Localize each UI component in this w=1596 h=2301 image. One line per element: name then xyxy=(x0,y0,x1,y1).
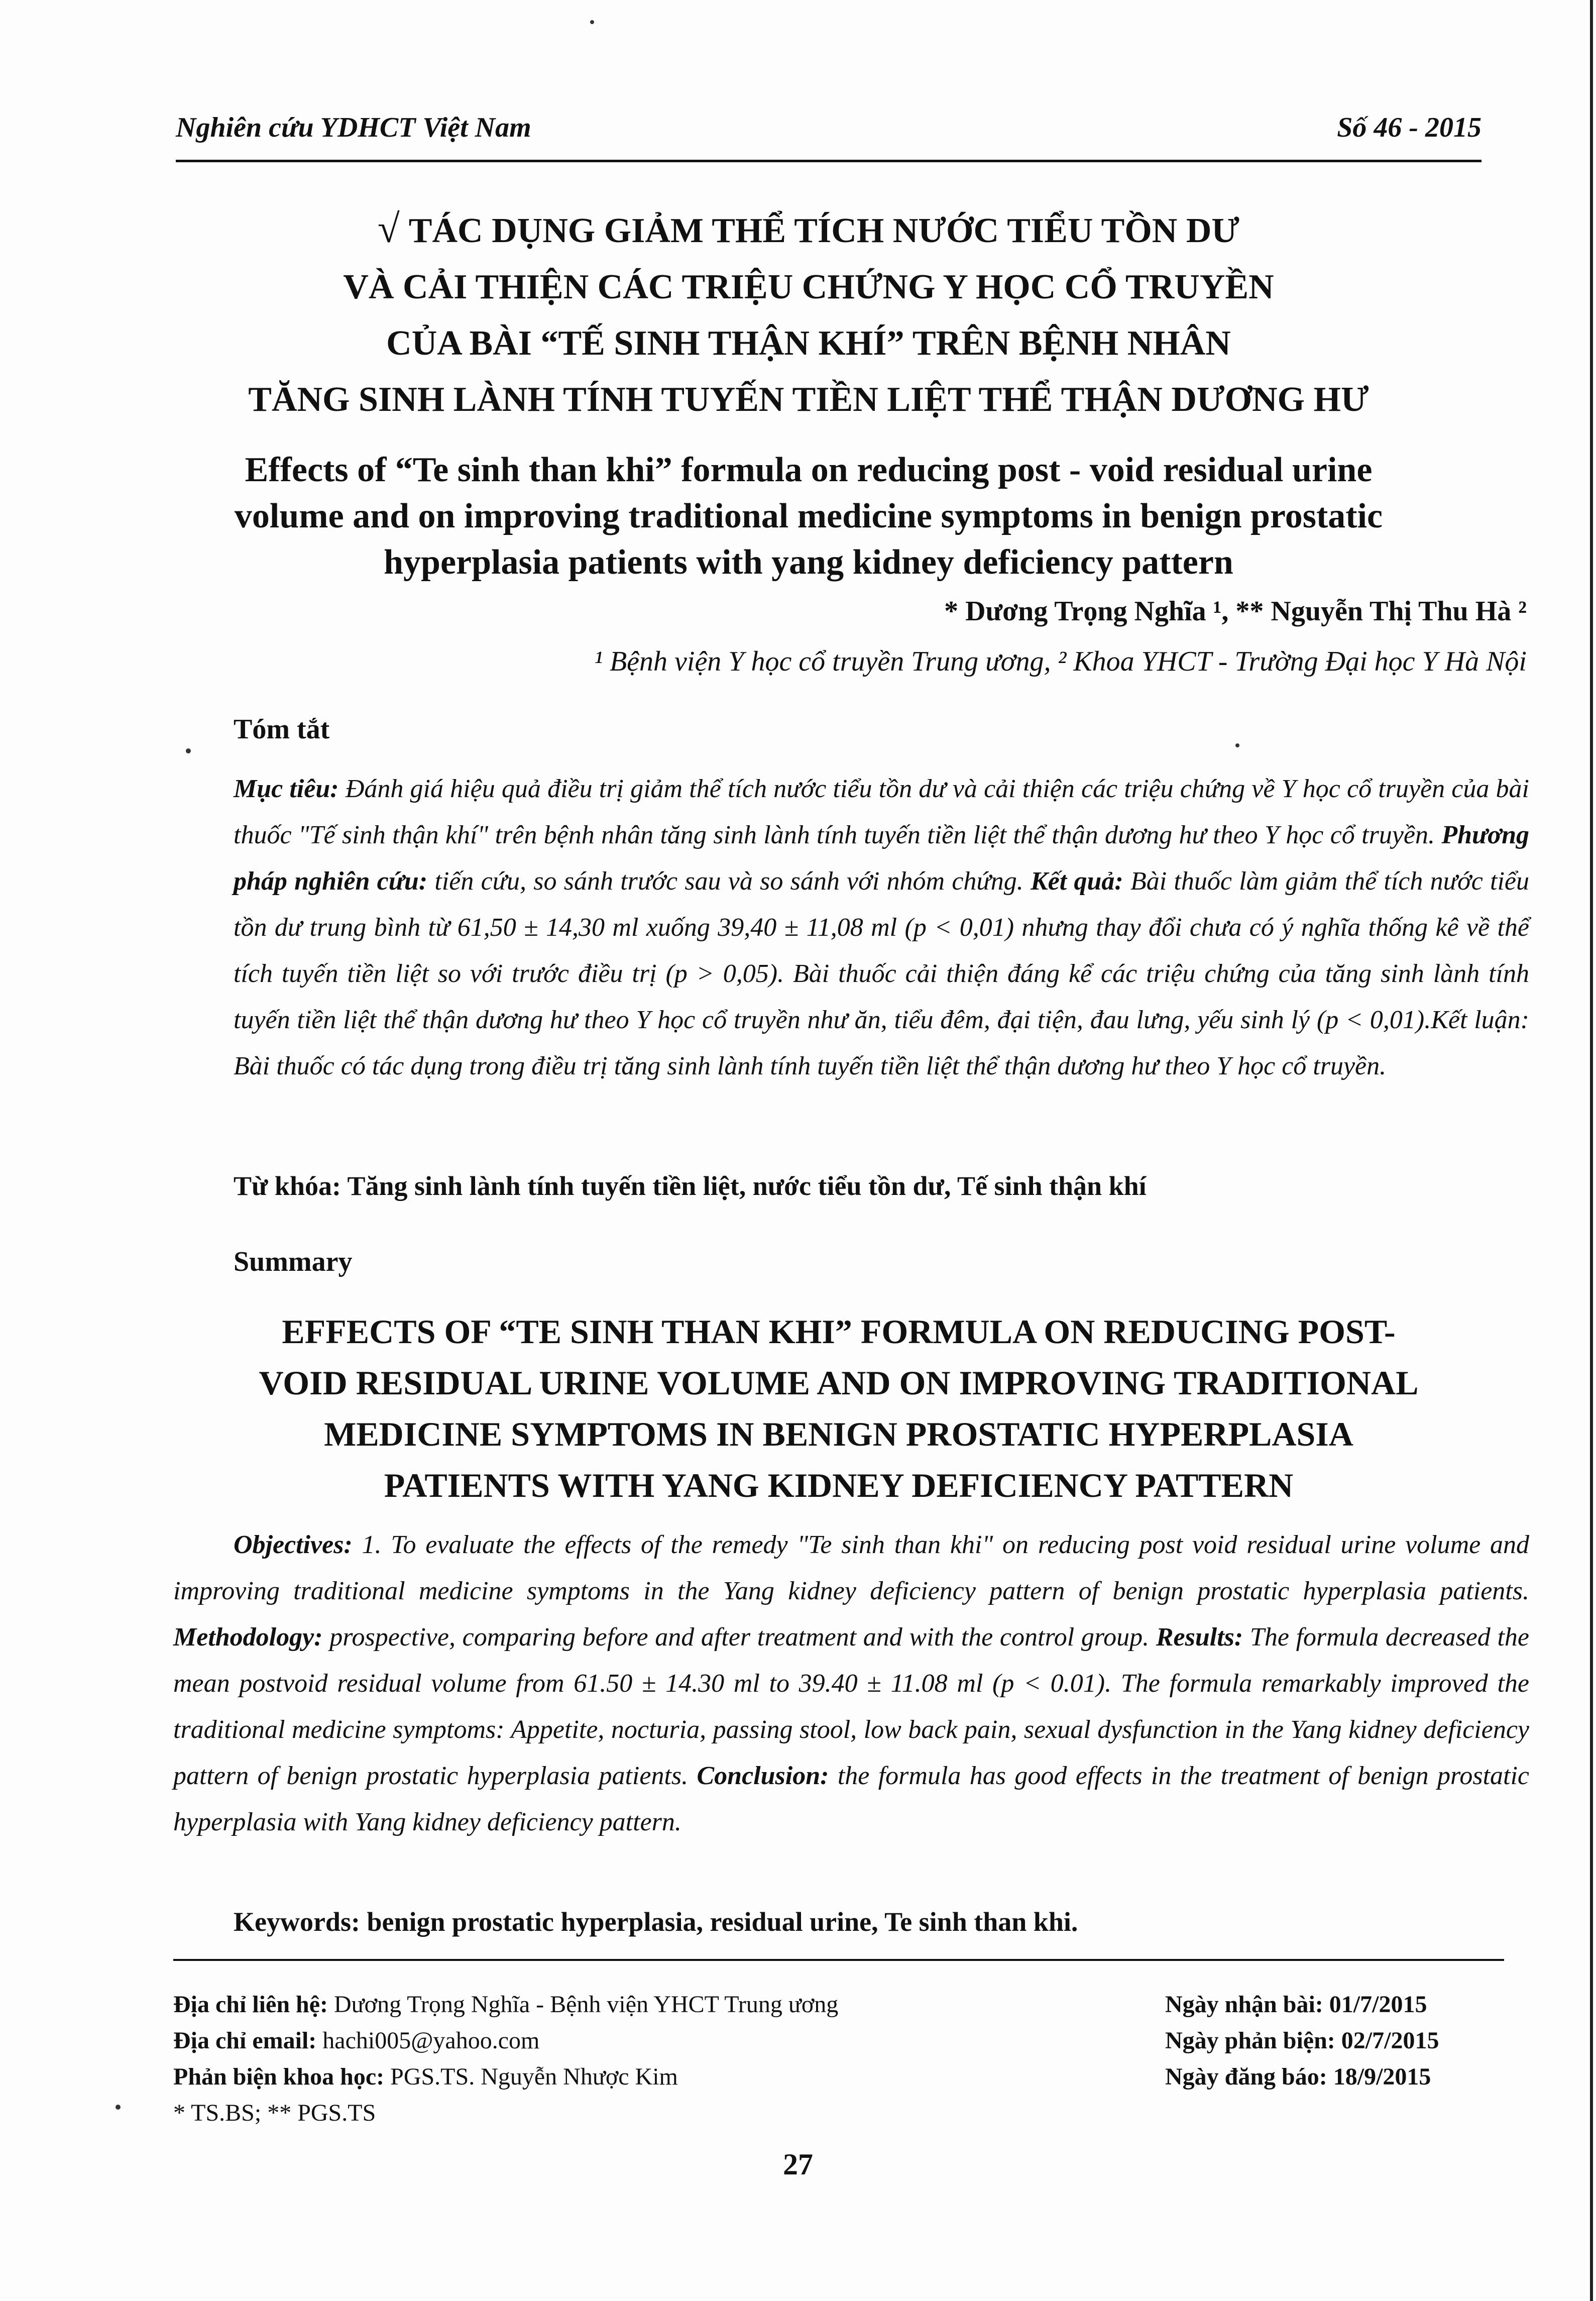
result-label: Kết quả: xyxy=(1031,867,1123,896)
scan-speck xyxy=(116,2105,121,2110)
date-published: Ngày đăng báo: 18/9/2015 xyxy=(1165,2063,1431,2090)
objective-text: Đánh giá hiệu quả điều trị giảm thể tích nước tiểu tồn dư và cải thiện các triệu chứng về Y học cổ truyền của bài thuốc "Tế sinh thận khí" trên bệnh nhân tăng sinh lành tính tuyến tiền liệt thể thận dương hư theo Y học cổ truyền. xyxy=(234,775,1530,849)
result-text: Bài thuốc làm giảm thể tích nước tiểu tồn dư trung bình từ 61,50 ± 14,30 ml xuống 39,40 ± 11,08 ml (p < 0,01) nhưng thay đổi chưa có ý nghĩa thống kê về thể tích tuyến tiền liệt so với trước điều trị (p > 0,05). Bài thuốc cải thiện đáng kể các triệu chứng của tăng sinh lành tính tuyến tiền liệt thể thận dương hư theo Y học cổ truyền như ăn, tiểu đêm, đại tiện, đau lưng, yếu sinh lý (p < 0,01). xyxy=(234,867,1529,1034)
title-english xyxy=(151,447,1466,586)
summary-title xyxy=(151,1306,1527,1511)
abstract-english xyxy=(173,1522,1529,1845)
abstract-vi-heading: Tóm tắt xyxy=(234,714,330,745)
title-vi-line-1: √ TÁC DỤNG GIẢM THỂ TÍCH NƯỚC TIỂU TỒN DƯ xyxy=(377,207,1240,251)
issue-number: Số 46 - 2015 xyxy=(1337,112,1481,143)
date-reviewed: Ngày phản biện: 02/7/2015 xyxy=(1165,2027,1439,2054)
contact-reviewer: Phản biện khoa học: PGS.TS. Nguyễn Nhược Kim xyxy=(173,2063,678,2090)
scan-speck xyxy=(590,20,594,24)
conclusion-en-label: Conclusion: xyxy=(697,1762,829,1790)
title-en-line-3: hyperplasia patients with yang kidney deficiency pattern xyxy=(384,543,1233,582)
author-list: * Dương Trọng Nghĩa ¹, ** Nguyễn Thị Thu Hà ² xyxy=(944,596,1527,627)
contact-degrees: * TS.BS; ** PGS.TS xyxy=(173,2100,376,2126)
article-dates xyxy=(1165,1987,1527,2095)
method-label: Phương pháp nghiên cứu: xyxy=(234,821,1529,896)
methodology-text: prospective, comparing before and after treatment and with the control group. xyxy=(322,1623,1156,1652)
title-vi-line-4: TĂNG SINH LÀNH TÍNH TUYẾN TIỀN LIỆT THỂ THẬN DƯƠNG HƯ xyxy=(248,380,1369,419)
conclusion-label: Kết luận: xyxy=(1431,1006,1529,1034)
summary-title-line-3: MEDICINE SYMPTOMS IN BENIGN PROSTATIC HYPERPLASIA xyxy=(324,1415,1353,1453)
scan-speck xyxy=(1235,743,1239,747)
affiliations: ¹ Bệnh viện Y học cổ truyền Trung ương, ² Khoa YHCT - Trường Đại học Y Hà Nội xyxy=(594,646,1527,677)
objectives-label: Objectives: xyxy=(234,1530,353,1559)
summary-heading: Summary xyxy=(234,1246,353,1277)
title-en-line-1: Effects of “Te sinh than khi” formula on reducing post - void residual urine xyxy=(245,451,1373,489)
header-rule xyxy=(176,160,1481,162)
contact-address: Địa chỉ liên hệ: Dương Trọng Nghĩa - Bệnh viện YHCT Trung ương xyxy=(173,1991,839,2018)
summary-title-line-1: EFFECTS OF “TE SINH THAN KHI” FORMULA ON REDUCING POST- xyxy=(282,1312,1396,1351)
summary-title-line-2: VOID RESIDUAL URINE VOLUME AND ON IMPROVING TRADITIONAL xyxy=(259,1364,1419,1402)
summary-title-line-4: PATIENTS WITH YANG KIDNEY DEFICIENCY PATTERN xyxy=(384,1466,1294,1504)
objective-label: Mục tiêu: xyxy=(234,775,339,803)
conclusion-text: Bài thuốc có tác dụng trong điều trị tăng sinh lành tính tuyến tiền liệt thể thận dương hư theo Y học cổ truyền. xyxy=(234,1052,1387,1080)
keywords-english: Keywords: benign prostatic hyperplasia, residual urine, Te sinh than khi. xyxy=(234,1907,1078,1937)
footer-rule xyxy=(173,1959,1504,1961)
objectives-text: 1. To evaluate the effects of the remedy "Te sinh than khi" on reducing post void residual urine volume and improving traditional medicine symptoms in the Yang kidney deficiency pattern of benign prostatic hyperplasia patients. xyxy=(173,1530,1529,1605)
title-vi-line-3: CỦA BÀI “TẾ SINH THẬN KHÍ” TRÊN BỆNH NHÂN xyxy=(386,324,1231,363)
keywords-vietnamese: Từ khóa: Tăng sinh lành tính tuyến tiền liệt, nước tiểu tồn dư, Tế sinh thận khí xyxy=(234,1171,1147,1201)
journal-name: Nghiên cứu YDHCT Việt Nam xyxy=(176,112,531,143)
contact-info xyxy=(173,1987,1127,2131)
abstract-vietnamese xyxy=(234,766,1529,1089)
results-label: Results: xyxy=(1156,1623,1243,1652)
title-vi-line-2: VÀ CẢI THIỆN CÁC TRIỆU CHỨNG Y HỌC CỔ TRUYỀN xyxy=(343,268,1274,306)
date-received: Ngày nhận bài: 01/7/2015 xyxy=(1165,1991,1427,2018)
contact-email: Địa chỉ email: hachi005@yahoo.com xyxy=(173,2027,540,2054)
abstract-vi-body xyxy=(234,766,1529,1089)
results-text: The formula decreased the mean postvoid residual volume from 61.50 ± 14.30 ml to 39.40 ± 11.08 ml (p < 0.01). The formula remarkably improved the traditional medicine symptoms: Appetite, nocturia, passing stool, low back pain, sexual dysfunction in the Yang kidney deficiency pattern of benign prostatic hyperplasia patients. xyxy=(173,1623,1529,1790)
method-text: tiến cứu, so sánh trước sau và so sánh với nhóm chứng. xyxy=(427,867,1031,896)
page-number: 27 xyxy=(783,2148,813,2181)
running-header xyxy=(176,112,1481,152)
check-mark-icon: √ xyxy=(377,207,400,251)
title-en-line-2: volume and on improving traditional medicine symptoms in benign prostatic xyxy=(234,497,1383,535)
conclusion-en-text: the formula has good effects in the treatment of benign prostatic hyperplasia with Yang kidney deficiency pattern. xyxy=(173,1762,1529,1836)
title-vietnamese xyxy=(151,201,1466,428)
scan-edge-line xyxy=(1590,0,1593,2301)
methodology-label: Methodology: xyxy=(173,1623,323,1652)
scan-speck xyxy=(186,748,191,753)
